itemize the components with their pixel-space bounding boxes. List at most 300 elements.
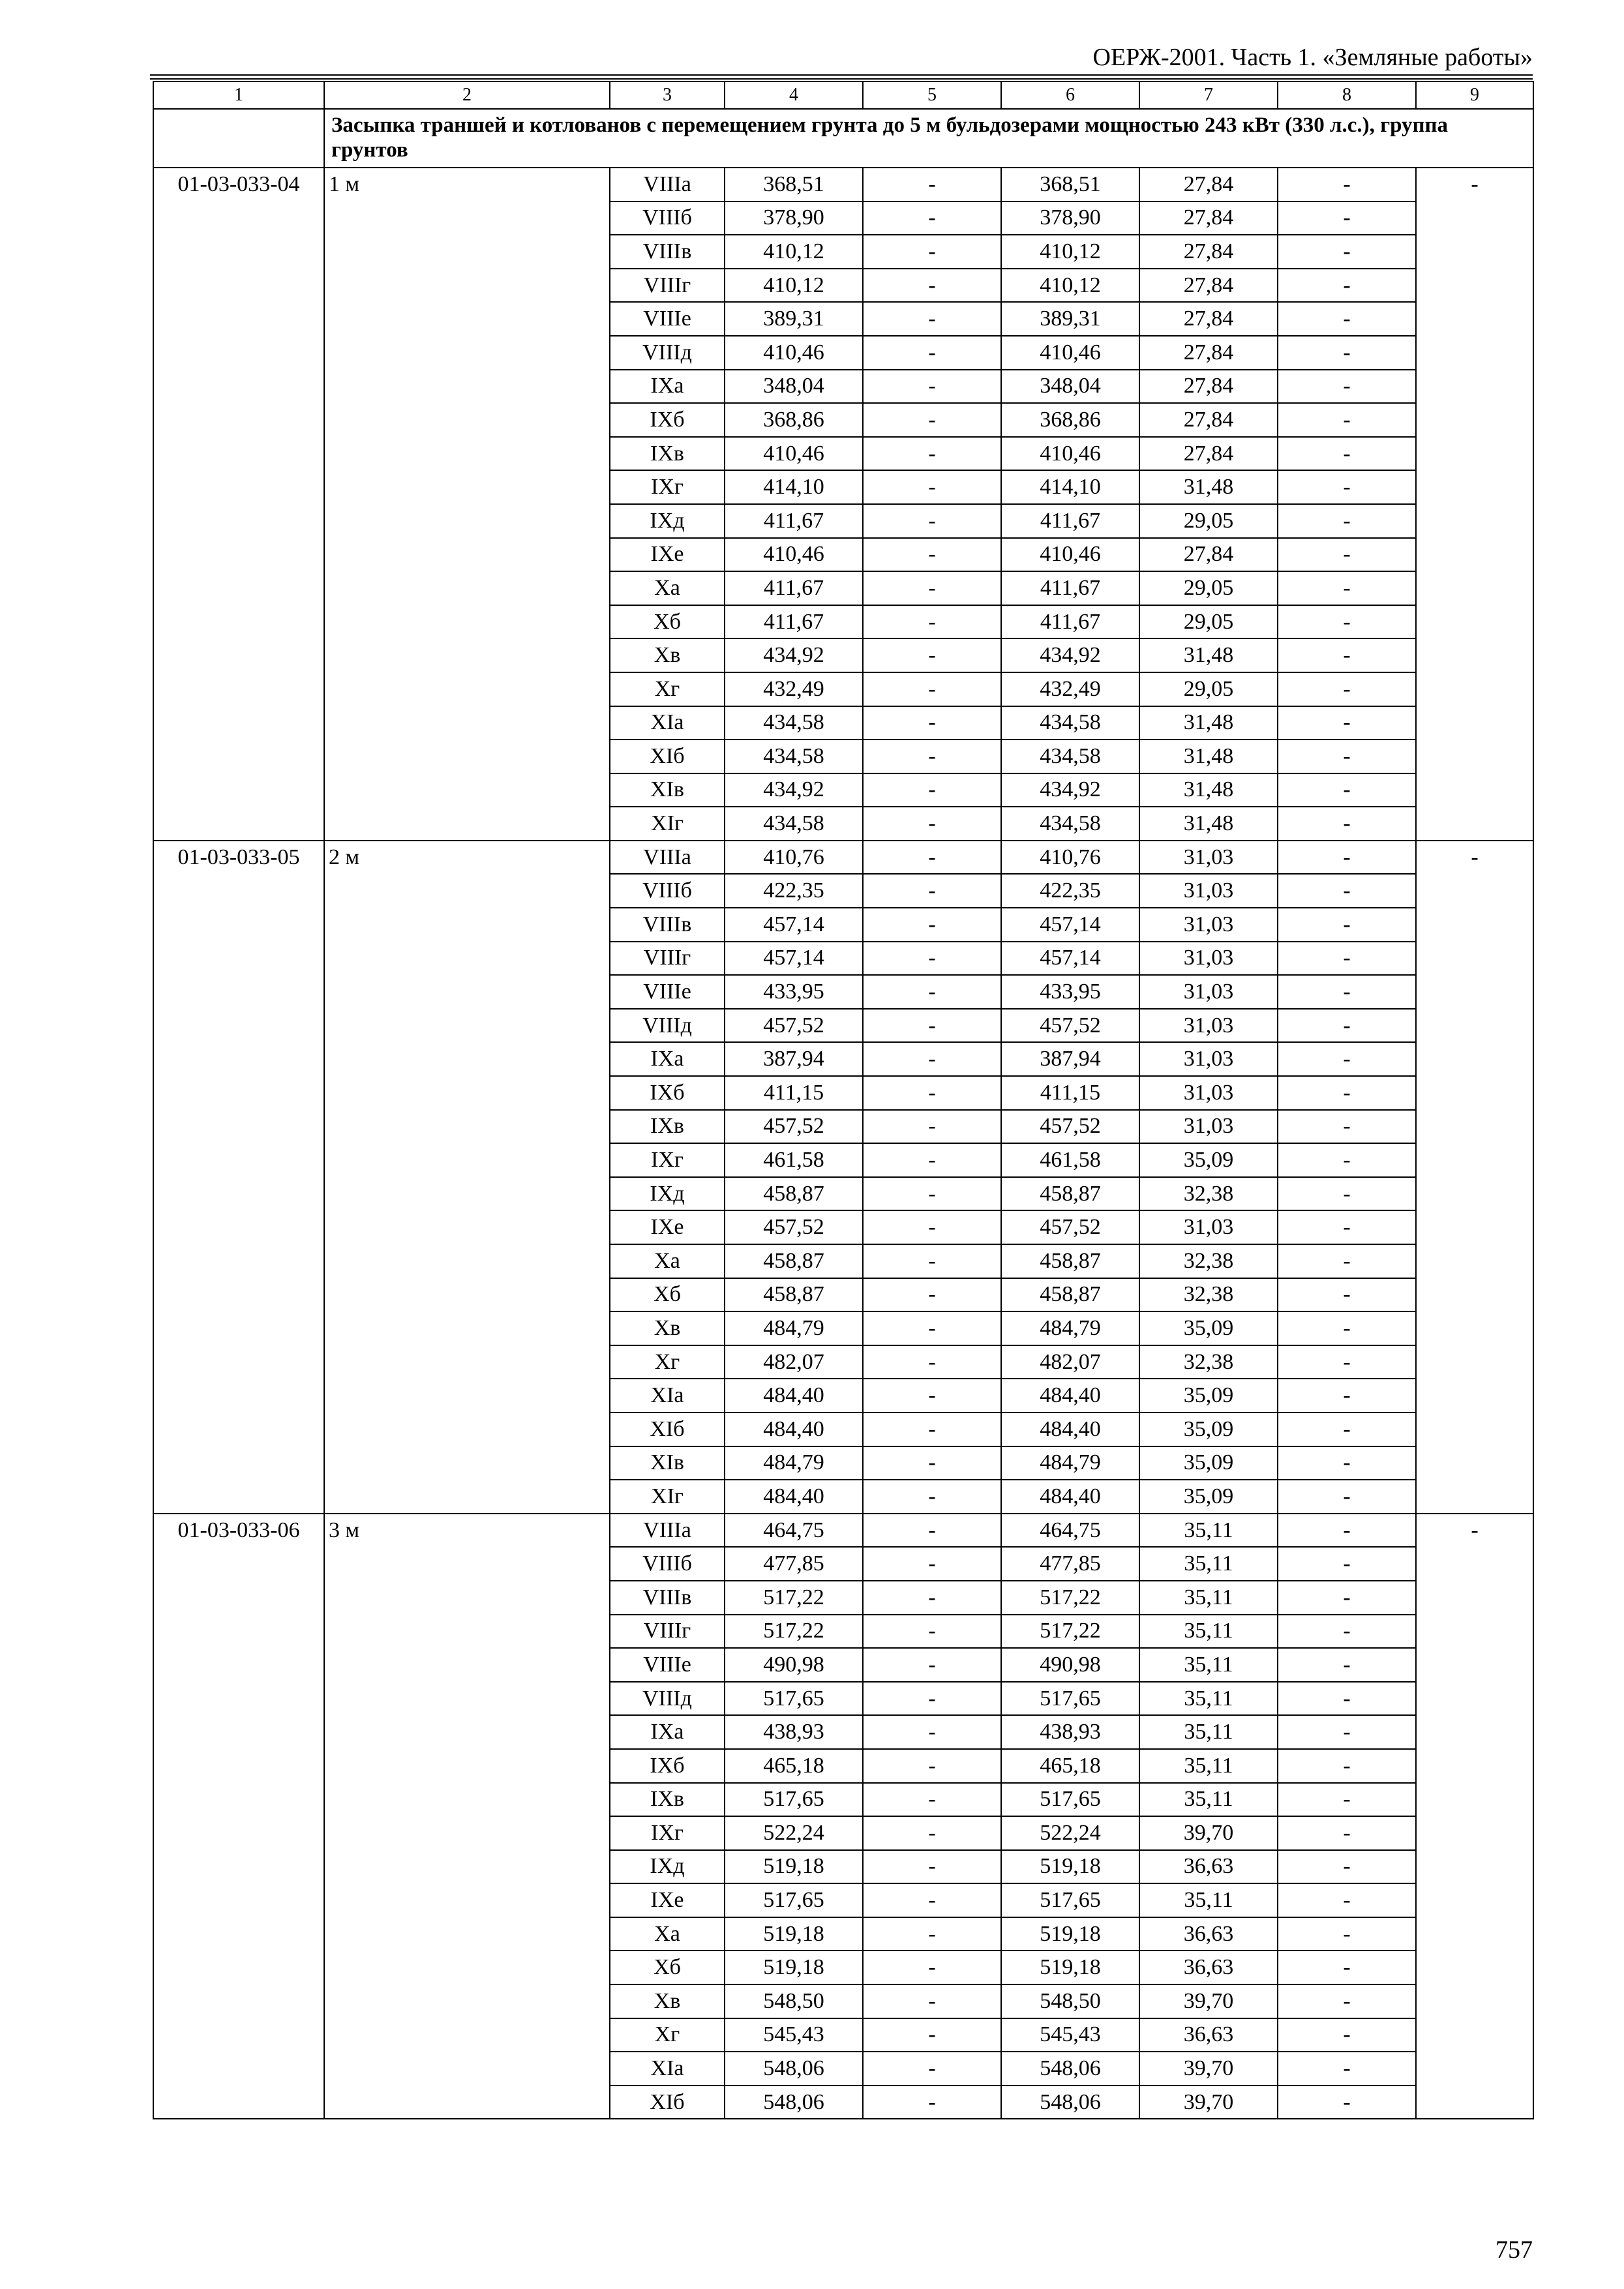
cell-col6: 434,92 (1001, 773, 1139, 807)
cell-col5: - (863, 403, 1001, 437)
cell-col7: 31,03 (1139, 841, 1278, 875)
cell-col6: 517,22 (1001, 1581, 1139, 1615)
cell-col5: - (863, 370, 1001, 404)
soil-group: VIIIг (610, 1615, 725, 1649)
cell-col5: - (863, 1749, 1001, 1783)
soil-group: XIв (610, 1446, 725, 1480)
cell-col6: 548,06 (1001, 2052, 1139, 2086)
cell-col7: 27,84 (1139, 269, 1278, 303)
cell-col6: 461,58 (1001, 1143, 1139, 1177)
cell-col9: - (1416, 1514, 1533, 2119)
cell-col8: - (1278, 706, 1416, 740)
cell-col9: - (1416, 841, 1533, 1514)
cell-col8: - (1278, 740, 1416, 773)
cell-col5: - (863, 1783, 1001, 1817)
soil-group: IXе (610, 1210, 725, 1244)
soil-group: VIIIб (610, 1547, 725, 1581)
cell-col7: 27,84 (1139, 403, 1278, 437)
cell-col4: 458,87 (725, 1244, 863, 1278)
cell-col6: 458,87 (1001, 1278, 1139, 1312)
cell-col4: 422,35 (725, 874, 863, 908)
cell-col7: 31,03 (1139, 1110, 1278, 1144)
cell-col7: 31,48 (1139, 773, 1278, 807)
cell-col8: - (1278, 1749, 1416, 1783)
norms-table-body (153, 82, 1533, 2119)
cell-col5: - (863, 773, 1001, 807)
cell-col4: 519,18 (725, 1917, 863, 1951)
soil-group: Xа (610, 571, 725, 605)
cell-col7: 39,70 (1139, 1816, 1278, 1850)
cell-col5: - (863, 302, 1001, 336)
cell-col7: 35,11 (1139, 1682, 1278, 1716)
cell-col4: 434,92 (725, 638, 863, 672)
soil-group: VIIIа (610, 1514, 725, 1548)
column-number: 5 (863, 82, 1001, 109)
cell-col7: 35,11 (1139, 1581, 1278, 1615)
cell-col7: 31,03 (1139, 908, 1278, 942)
cell-col4: 433,95 (725, 975, 863, 1009)
cell-col6: 368,51 (1001, 168, 1139, 202)
cell-col8: - (1278, 202, 1416, 235)
cell-col8: - (1278, 1446, 1416, 1480)
column-number: 1 (153, 82, 324, 109)
soil-group: VIIIе (610, 302, 725, 336)
cell-col6: 458,87 (1001, 1244, 1139, 1278)
cell-col4: 368,86 (725, 403, 863, 437)
soil-group: IXа (610, 370, 725, 404)
column-number-row (153, 82, 1533, 109)
cell-col7: 35,11 (1139, 1547, 1278, 1581)
cell-col5: - (863, 1850, 1001, 1884)
cell-col7: 27,84 (1139, 538, 1278, 572)
norm-name: 3 м (324, 1514, 610, 2119)
cell-col5: - (863, 807, 1001, 841)
cell-col8: - (1278, 1076, 1416, 1110)
cell-col7: 31,03 (1139, 874, 1278, 908)
norm-code: 01-03-033-05 (153, 841, 324, 1514)
norm-name: 1 м (324, 168, 610, 841)
soil-group: VIIIв (610, 1581, 725, 1615)
soil-group: VIIIд (610, 1682, 725, 1716)
cell-col4: 482,07 (725, 1345, 863, 1379)
cell-col4: 517,65 (725, 1883, 863, 1917)
cell-col6: 434,92 (1001, 638, 1139, 672)
cell-col8: - (1278, 437, 1416, 471)
cell-col5: - (863, 1514, 1001, 1548)
cell-col7: 29,05 (1139, 504, 1278, 538)
cell-col7: 36,63 (1139, 1951, 1278, 1984)
cell-col4: 411,67 (725, 504, 863, 538)
cell-col8: - (1278, 370, 1416, 404)
cell-col6: 484,40 (1001, 1480, 1139, 1514)
cell-col5: - (863, 1042, 1001, 1076)
cell-col5: - (863, 1984, 1001, 2018)
cell-col6: 457,14 (1001, 942, 1139, 976)
soil-group: XIа (610, 706, 725, 740)
cell-col4: 545,43 (725, 2018, 863, 2052)
cell-col8: - (1278, 1278, 1416, 1312)
cell-col8: - (1278, 1480, 1416, 1514)
cell-col8: - (1278, 908, 1416, 942)
cell-col6: 433,95 (1001, 975, 1139, 1009)
soil-group: VIIIа (610, 168, 725, 202)
soil-group: IXд (610, 504, 725, 538)
cell-col8: - (1278, 235, 1416, 269)
cell-col6: 368,86 (1001, 403, 1139, 437)
cell-col5: - (863, 2018, 1001, 2052)
column-number: 2 (324, 82, 610, 109)
column-number: 4 (725, 82, 863, 109)
cell-col7: 31,03 (1139, 942, 1278, 976)
cell-col8: - (1278, 1042, 1416, 1076)
cell-col7: 29,05 (1139, 571, 1278, 605)
cell-col8: - (1278, 336, 1416, 370)
cell-col4: 457,14 (725, 908, 863, 942)
soil-group: IXе (610, 1883, 725, 1917)
cell-col5: - (863, 874, 1001, 908)
column-number: 8 (1278, 82, 1416, 109)
cell-col4: 438,93 (725, 1715, 863, 1749)
cell-col5: - (863, 1143, 1001, 1177)
soil-group: Xа (610, 1917, 725, 1951)
cell-col6: 517,22 (1001, 1615, 1139, 1649)
cell-col4: 434,58 (725, 706, 863, 740)
section-title-spacer (153, 109, 324, 168)
cell-col6: 410,12 (1001, 269, 1139, 303)
table-row (153, 1514, 1533, 1548)
soil-group: XIв (610, 773, 725, 807)
cell-col7: 32,38 (1139, 1278, 1278, 1312)
soil-group: Xг (610, 2018, 725, 2052)
cell-col8: - (1278, 1413, 1416, 1446)
section-title-row (153, 109, 1533, 168)
cell-col6: 410,76 (1001, 841, 1139, 875)
cell-col5: - (863, 1951, 1001, 1984)
cell-col8: - (1278, 1177, 1416, 1211)
soil-group: Xб (610, 605, 725, 639)
cell-col5: - (863, 1110, 1001, 1144)
soil-group: Xг (610, 1345, 725, 1379)
cell-col8: - (1278, 1009, 1416, 1043)
cell-col7: 31,48 (1139, 740, 1278, 773)
cell-col8: - (1278, 1951, 1416, 1984)
cell-col8: - (1278, 269, 1416, 303)
cell-col8: - (1278, 1581, 1416, 1615)
soil-group: XIг (610, 1480, 725, 1514)
cell-col6: 484,40 (1001, 1379, 1139, 1413)
cell-col8: - (1278, 1783, 1416, 1817)
cell-col7: 31,03 (1139, 1042, 1278, 1076)
soil-group: XIб (610, 2086, 725, 2119)
cell-col4: 458,87 (725, 1278, 863, 1312)
cell-col4: 457,52 (725, 1110, 863, 1144)
cell-col5: - (863, 1615, 1001, 1649)
cell-col6: 517,65 (1001, 1883, 1139, 1917)
cell-col8: - (1278, 2086, 1416, 2119)
cell-col6: 482,07 (1001, 1345, 1139, 1379)
cell-col7: 31,03 (1139, 1009, 1278, 1043)
cell-col8: - (1278, 1379, 1416, 1413)
soil-group: IXг (610, 470, 725, 504)
cell-col6: 484,79 (1001, 1446, 1139, 1480)
cell-col7: 35,11 (1139, 1648, 1278, 1682)
soil-group: VIIIд (610, 1009, 725, 1043)
cell-col4: 465,18 (725, 1749, 863, 1783)
cell-col8: - (1278, 1648, 1416, 1682)
cell-col7: 36,63 (1139, 1917, 1278, 1951)
cell-col6: 519,18 (1001, 1951, 1139, 1984)
cell-col6: 457,52 (1001, 1009, 1139, 1043)
cell-col7: 29,05 (1139, 605, 1278, 639)
soil-group: Xв (610, 1984, 725, 2018)
cell-col4: 484,40 (725, 1379, 863, 1413)
cell-col4: 477,85 (725, 1547, 863, 1581)
cell-col6: 458,87 (1001, 1177, 1139, 1211)
soil-group: XIб (610, 740, 725, 773)
norms-table (153, 81, 1534, 2119)
cell-col4: 411,67 (725, 605, 863, 639)
cell-col5: - (863, 1345, 1001, 1379)
cell-col7: 35,09 (1139, 1413, 1278, 1446)
cell-col5: - (863, 672, 1001, 706)
norm-code: 01-03-033-04 (153, 168, 324, 841)
cell-col5: - (863, 1278, 1001, 1312)
soil-group: VIIIг (610, 942, 725, 976)
cell-col7: 27,84 (1139, 168, 1278, 202)
cell-col6: 434,58 (1001, 740, 1139, 773)
cell-col4: 410,76 (725, 841, 863, 875)
soil-group: VIIIд (610, 336, 725, 370)
cell-col6: 522,24 (1001, 1816, 1139, 1850)
cell-col5: - (863, 336, 1001, 370)
cell-col8: - (1278, 1547, 1416, 1581)
cell-col6: 519,18 (1001, 1917, 1139, 1951)
cell-col4: 484,40 (725, 1480, 863, 1514)
soil-group: XIа (610, 2052, 725, 2086)
soil-group: IXе (610, 538, 725, 572)
cell-col8: - (1278, 538, 1416, 572)
soil-group: Xв (610, 638, 725, 672)
page-number: 757 (1496, 2236, 1533, 2264)
cell-col4: 432,49 (725, 672, 863, 706)
cell-col4: 517,65 (725, 1682, 863, 1716)
cell-col4: 414,10 (725, 470, 863, 504)
cell-col5: - (863, 841, 1001, 875)
cell-col7: 36,63 (1139, 1850, 1278, 1884)
cell-col7: 35,11 (1139, 1514, 1278, 1548)
cell-col5: - (863, 1883, 1001, 1917)
soil-group: VIIIб (610, 202, 725, 235)
soil-group: IXа (610, 1715, 725, 1749)
cell-col4: 548,50 (725, 1984, 863, 2018)
cell-col8: - (1278, 942, 1416, 976)
cell-col8: - (1278, 874, 1416, 908)
cell-col5: - (863, 1547, 1001, 1581)
cell-col6: 411,15 (1001, 1076, 1139, 1110)
cell-col8: - (1278, 504, 1416, 538)
cell-col4: 410,46 (725, 538, 863, 572)
cell-col4: 548,06 (725, 2052, 863, 2086)
cell-col4: 411,67 (725, 571, 863, 605)
cell-col6: 410,12 (1001, 235, 1139, 269)
soil-group: IXв (610, 437, 725, 471)
cell-col7: 31,03 (1139, 1210, 1278, 1244)
cell-col4: 519,18 (725, 1951, 863, 1984)
cell-col8: - (1278, 1883, 1416, 1917)
cell-col8: - (1278, 1816, 1416, 1850)
cell-col8: - (1278, 605, 1416, 639)
cell-col8: - (1278, 168, 1416, 202)
cell-col4: 517,22 (725, 1615, 863, 1649)
cell-col7: 35,11 (1139, 1883, 1278, 1917)
cell-col4: 411,15 (725, 1076, 863, 1110)
section-title: Засыпка траншей и котлованов с перемещением грунта до 5 м бульдозерами мощностью 243 кВт (330 л.с.), группа грунтов (324, 109, 1533, 168)
cell-col6: 434,58 (1001, 706, 1139, 740)
cell-col7: 27,84 (1139, 235, 1278, 269)
cell-col4: 410,46 (725, 437, 863, 471)
soil-group: IXа (610, 1042, 725, 1076)
cell-col8: - (1278, 672, 1416, 706)
soil-group: Xб (610, 1278, 725, 1312)
soil-group: VIIIе (610, 975, 725, 1009)
cell-col5: - (863, 269, 1001, 303)
cell-col7: 36,63 (1139, 2018, 1278, 2052)
soil-group: IXв (610, 1783, 725, 1817)
cell-col5: - (863, 1413, 1001, 1446)
cell-col7: 27,84 (1139, 302, 1278, 336)
cell-col6: 457,52 (1001, 1210, 1139, 1244)
soil-group: IXб (610, 403, 725, 437)
cell-col5: - (863, 1009, 1001, 1043)
cell-col5: - (863, 706, 1001, 740)
cell-col7: 32,38 (1139, 1177, 1278, 1211)
soil-group: VIIIг (610, 269, 725, 303)
cell-col4: 522,24 (725, 1816, 863, 1850)
soil-group: VIIIб (610, 874, 725, 908)
cell-col9: - (1416, 168, 1533, 841)
cell-col7: 35,11 (1139, 1715, 1278, 1749)
cell-col4: 348,04 (725, 370, 863, 404)
soil-group: IXд (610, 1850, 725, 1884)
cell-col6: 548,06 (1001, 2086, 1139, 2119)
cell-col4: 517,65 (725, 1783, 863, 1817)
cell-col4: 461,58 (725, 1143, 863, 1177)
cell-col6: 348,04 (1001, 370, 1139, 404)
cell-col6: 464,75 (1001, 1514, 1139, 1548)
cell-col8: - (1278, 1682, 1416, 1716)
cell-col8: - (1278, 470, 1416, 504)
cell-col4: 389,31 (725, 302, 863, 336)
cell-col4: 464,75 (725, 1514, 863, 1548)
cell-col7: 31,48 (1139, 807, 1278, 841)
cell-col7: 35,09 (1139, 1311, 1278, 1345)
soil-group: IXб (610, 1076, 725, 1110)
column-number: 3 (610, 82, 725, 109)
column-number: 9 (1416, 82, 1533, 109)
cell-col8: - (1278, 1984, 1416, 2018)
cell-col5: - (863, 942, 1001, 976)
cell-col4: 517,22 (725, 1581, 863, 1615)
cell-col5: - (863, 1917, 1001, 1951)
cell-col8: - (1278, 638, 1416, 672)
cell-col8: - (1278, 1110, 1416, 1144)
cell-col8: - (1278, 807, 1416, 841)
cell-col5: - (863, 168, 1001, 202)
soil-group: VIIIв (610, 908, 725, 942)
cell-col5: - (863, 638, 1001, 672)
cell-col7: 31,48 (1139, 638, 1278, 672)
cell-col5: - (863, 1648, 1001, 1682)
cell-col4: 484,79 (725, 1311, 863, 1345)
cell-col8: - (1278, 841, 1416, 875)
cell-col8: - (1278, 1143, 1416, 1177)
cell-col7: 31,48 (1139, 470, 1278, 504)
cell-col6: 378,90 (1001, 202, 1139, 235)
cell-col7: 35,09 (1139, 1143, 1278, 1177)
cell-col8: - (1278, 773, 1416, 807)
soil-group: Xа (610, 1244, 725, 1278)
cell-col8: - (1278, 1210, 1416, 1244)
cell-col6: 484,40 (1001, 1413, 1139, 1446)
cell-col6: 411,67 (1001, 504, 1139, 538)
soil-group: XIг (610, 807, 725, 841)
cell-col7: 35,11 (1139, 1615, 1278, 1649)
cell-col5: - (863, 1379, 1001, 1413)
cell-col4: 410,12 (725, 269, 863, 303)
cell-col4: 490,98 (725, 1648, 863, 1682)
cell-col5: - (863, 1816, 1001, 1850)
running-header: ОЕРЖ-2001. Часть 1. «Земляные работы» (1092, 44, 1533, 71)
cell-col5: - (863, 1682, 1001, 1716)
cell-col6: 438,93 (1001, 1715, 1139, 1749)
soil-group: Xг (610, 672, 725, 706)
cell-col7: 39,70 (1139, 1984, 1278, 2018)
cell-col4: 378,90 (725, 202, 863, 235)
cell-col8: - (1278, 403, 1416, 437)
soil-group: IXб (610, 1749, 725, 1783)
soil-group: IXд (610, 1177, 725, 1211)
cell-col8: - (1278, 2018, 1416, 2052)
soil-group: IXг (610, 1143, 725, 1177)
cell-col5: - (863, 740, 1001, 773)
cell-col8: - (1278, 2052, 1416, 2086)
table-row (153, 841, 1533, 875)
cell-col6: 545,43 (1001, 2018, 1139, 2052)
cell-col7: 31,48 (1139, 706, 1278, 740)
column-number: 6 (1001, 82, 1139, 109)
cell-col4: 484,79 (725, 1446, 863, 1480)
cell-col5: - (863, 538, 1001, 572)
cell-col5: - (863, 1076, 1001, 1110)
cell-col6: 517,65 (1001, 1783, 1139, 1817)
cell-col4: 434,58 (725, 740, 863, 773)
cell-col7: 27,84 (1139, 336, 1278, 370)
cell-col6: 457,14 (1001, 908, 1139, 942)
cell-col5: - (863, 1177, 1001, 1211)
cell-col6: 465,18 (1001, 1749, 1139, 1783)
cell-col5: - (863, 504, 1001, 538)
cell-col6: 422,35 (1001, 874, 1139, 908)
cell-col7: 35,09 (1139, 1379, 1278, 1413)
cell-col6: 434,58 (1001, 807, 1139, 841)
cell-col8: - (1278, 1850, 1416, 1884)
cell-col6: 410,46 (1001, 538, 1139, 572)
cell-col4: 457,52 (725, 1009, 863, 1043)
cell-col6: 457,52 (1001, 1110, 1139, 1144)
cell-col6: 548,50 (1001, 1984, 1139, 2018)
cell-col8: - (1278, 1917, 1416, 1951)
soil-group: IXв (610, 1110, 725, 1144)
